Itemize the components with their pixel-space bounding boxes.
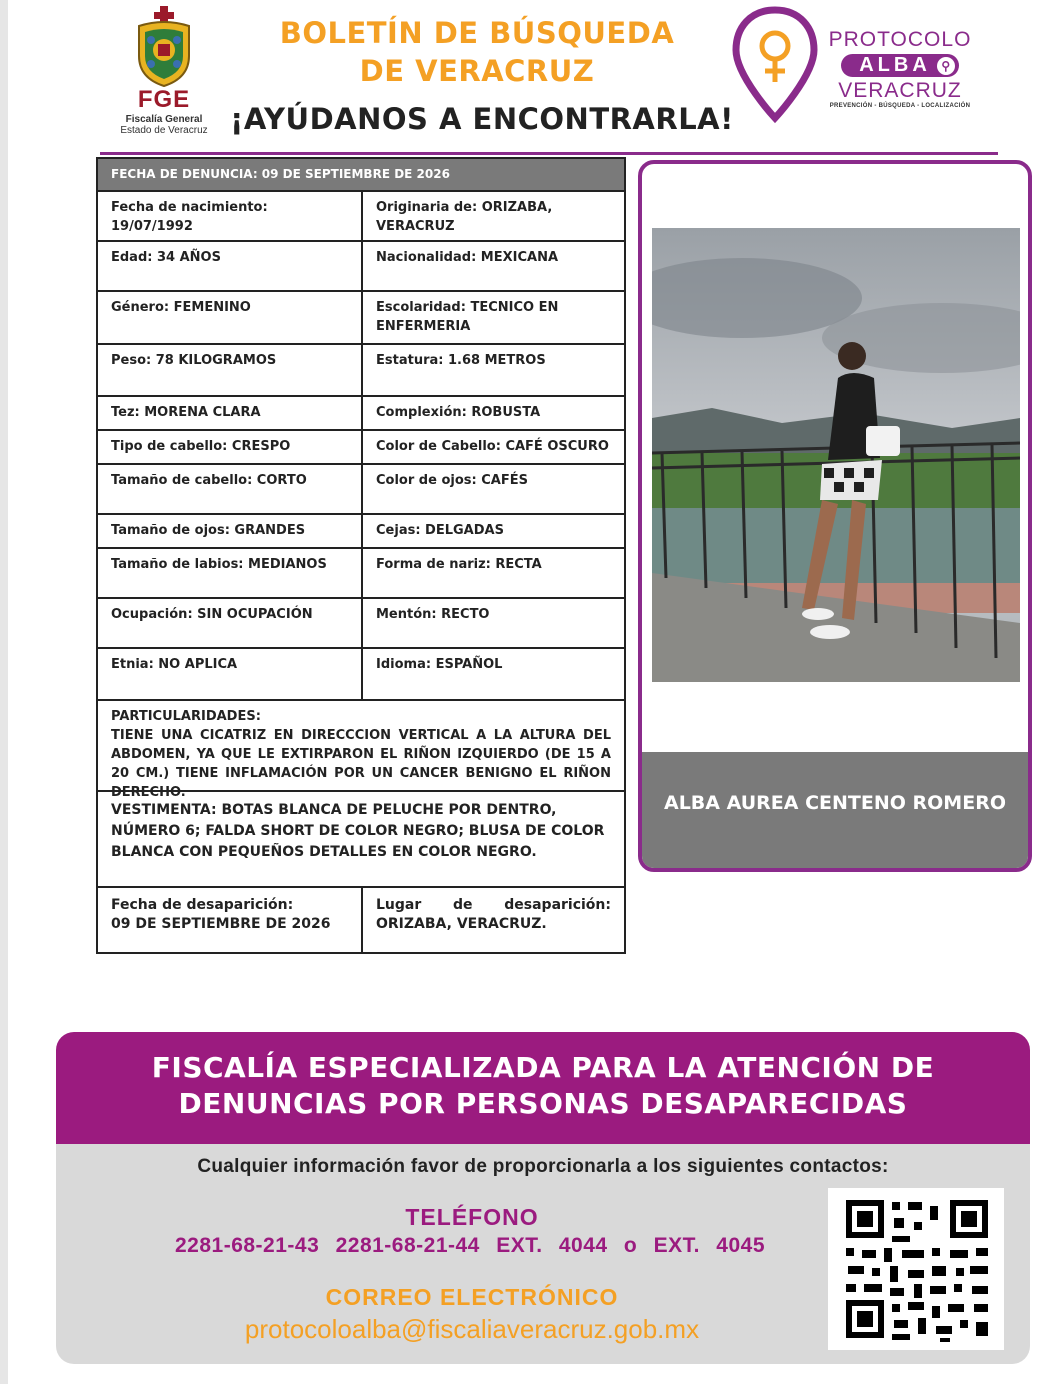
magnifier-icon: ⚲ [937,57,955,75]
page-edge [0,0,8,1384]
table-cell: Complexión: ROBUSTA [376,405,541,420]
phone-label: TELÉFONO [405,1204,539,1230]
table-cell: Género: FEMENINO [98,292,363,343]
table-cell: Idioma: ESPAÑOL [376,657,503,672]
person-name: ALBA AUREA CENTENO ROMERO [664,792,1006,814]
table-cell: Nacionalidad: MEXICANA [376,250,559,265]
table-cell: Fecha de nacimiento: 19/07/1992 [98,192,363,240]
table-cell: Ocupación: SIN OCUPACIÓN [98,599,363,647]
table-cell: Etnia: NO APLICA [98,649,363,699]
table-cell: Tipo de cabello: CRESPO [98,431,363,463]
table-cell: Color de ojos: CAFÉS [376,473,528,488]
table-cell: Tamaño de cabello: CORTO [98,465,363,513]
person-data-table [96,157,626,954]
location-pin-female-icon [730,6,820,124]
coat-of-arms-icon [131,6,197,88]
table-cell: Tamaño de labios: MEDIANOS [98,549,363,597]
fiscalia-banner: FISCALÍA ESPECIALIZADA PARA LA ATENCIÓN DE DENUNCIAS POR PERSONAS DESAPARECIDAS [56,1032,1030,1144]
table-cell: Peso: 78 KILOGRAMOS [98,345,363,395]
table-cell: Tez: MORENA CLARA [98,397,363,429]
table-cell: Escolaridad: TECNICO EN ENFERMERIA [376,300,559,334]
clothing: VESTIMENTA: BOTAS BLANCA DE PELUCHE POR DENTRO, NÚMERO 6; FALDA SHORT DE COLOR NEGRO; BLUSA DE COLOR BLANCA CON PEQUEÑOS DETALLES EN COLOR NEGRO. [111,802,605,860]
disappearance-date: Fecha de desaparición: 09 DE SEPTIEMBRE DE 2026 [98,888,363,952]
person-photo [652,228,1020,682]
phone-numbers[interactable]: 2281-68-21-43 2281-68-21-44 EXT. 4044 o EXT. 4045 [174,1234,765,1257]
bulletin-subtitle: ¡AYÚDANOS A ENCONTRARLA! [230,102,734,136]
email-label: CORREO ELECTRÓNICO [325,1284,619,1310]
table-cell: Originaria de: ORIZABA, VERACRUZ [376,200,553,234]
table-cell: Tamaño de ojos: GRANDES [98,515,363,547]
header-divider [100,152,998,155]
qr-code[interactable] [828,1188,1004,1350]
table-cell: Edad: 34 AÑOS [98,242,363,290]
fge-label: FGE [137,86,191,113]
fge-subtitle: Fiscalía General Estado de Veracruz [120,114,208,136]
fge-logo [112,6,216,138]
bulletin-title: BOLETÍN DE BÚSQUEDA DE VERACRUZ [279,16,675,88]
table-cell: Mentón: RECTO [376,607,490,622]
disappearance-place: Lugar de desaparición: ORIZABA, VERACRUZ. [376,897,611,932]
table-cell: Color de Cabello: CAFÉ OSCURO [376,439,609,454]
table-cell: Estatura: 1.68 METROS [376,353,546,368]
contact-prompt: Cualquier información favor de proporcionarla a los siguientes contactos: [197,1156,889,1177]
table-cell: Cejas: DELGADAS [376,523,504,538]
email-address[interactable]: protocoloalba@fiscaliaveracruz.gob.mx [244,1314,700,1344]
table-cell: Forma de nariz: RECTA [376,557,542,572]
protocolo-alba-logo: PROTOCOLO ALBA ⚲ VERACRUZ PREVENCIÓN - BÚSQUEDA - LOCALIZACIÓN [828,28,972,109]
particularities: PARTICULARIDADES: TIENE UNA CICATRIZ EN DIRECCCION VERTICAL A LA ALTURA DEL ABDOMEN, YA QUE LE EXTIRPARON EL RIÑON IZQUIERDO (DE 15 A 20 CM.) TIENE INFLAMACIÓN POR UN CANCER BENIGNO EL RIÑON DERECHO. [111,709,611,800]
complaint-date: FECHA DE DENUNCIA: 09 DE SEPTIEMBRE DE 2026 [98,159,624,190]
